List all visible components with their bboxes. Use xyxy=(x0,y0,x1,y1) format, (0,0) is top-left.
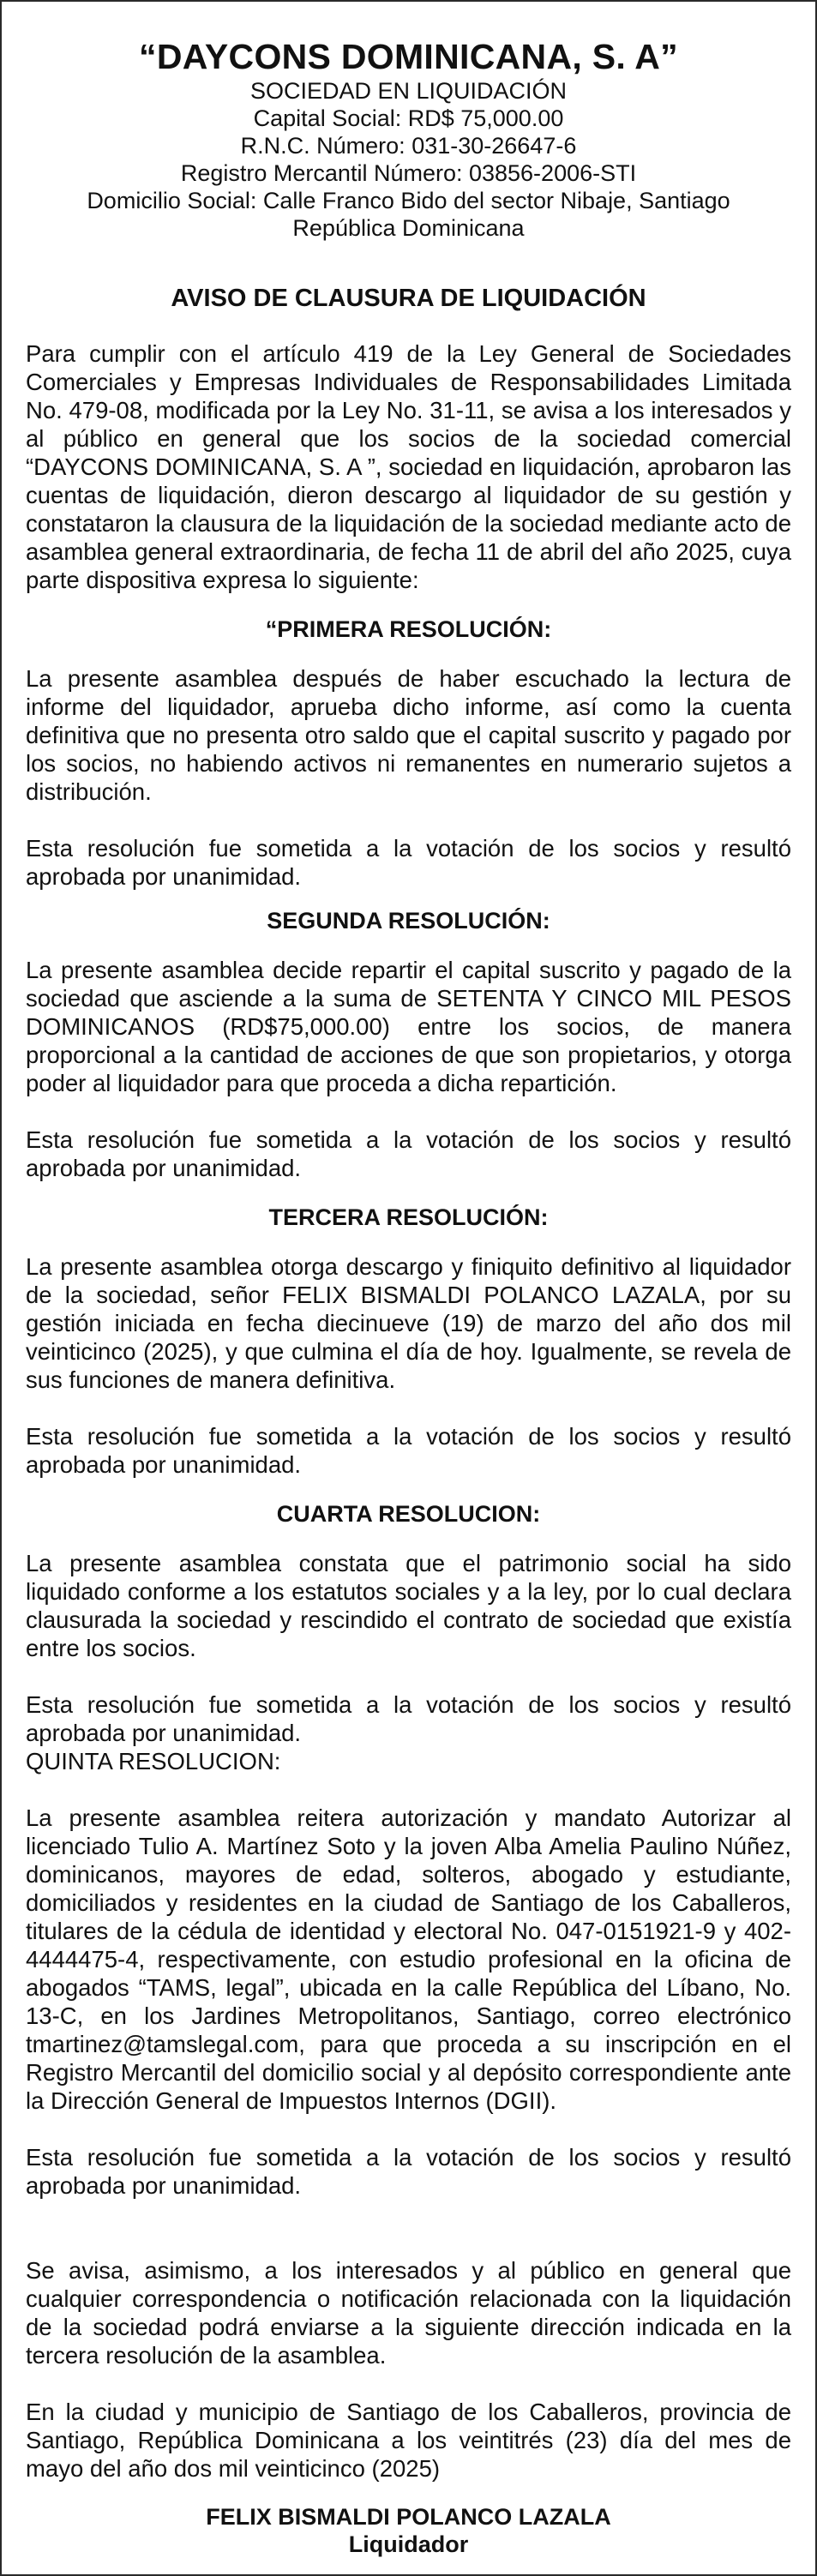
company-address: Domicilio Social: Calle Franco Bido del sector Nibaje, Santiago xyxy=(87,188,730,213)
fourth-resolution-text: La presente asamblea constata que el patrimonio social ha sido liquidado conforme a los estatutos sociales y a la ley, por lo cual declara clausurada la sociedad y rescindido el contrato de sociedad que existía entre los socios. xyxy=(26,1550,791,1661)
fourth-resolution-vote: Esta resolución fue sometida a la votación de los socios y resultó aprobada por unanimidad. xyxy=(26,1691,791,1746)
fifth-resolution-vote: Esta resolución fue sometida a la votación de los socios y resultó aprobada por unanimidad. xyxy=(26,2144,791,2199)
company-capital: Capital Social: RD$ 75,000.00 xyxy=(253,105,564,131)
first-resolution-vote: Esta resolución fue sometida a la votación de los socios y resultó aprobada por unanimidad. xyxy=(26,835,791,890)
company-status: SOCIEDAD EN LIQUIDACIÓN xyxy=(249,78,568,104)
notice-content xyxy=(26,36,791,2557)
first-resolution-heading: “PRIMERA RESOLUCIÓN: xyxy=(265,616,552,642)
company-registry: Registro Mercantil Número: 03856-2006-STI xyxy=(180,160,637,186)
second-resolution-vote: Esta resolución fue sometida a la votación de los socios y resultó aprobada por unanimidad. xyxy=(26,1126,791,1181)
place-and-date: En la ciudad y municipio de Santiago de los Caballeros, provincia de Santiago, República Dominicana a los veintitrés (23) día del mes de mayo del año dos mil veinticinco (2025) xyxy=(26,2399,791,2482)
third-resolution-vote: Esta resolución fue sometida a la votación de los socios y resultó aprobada por unanimidad. xyxy=(26,1423,791,1478)
second-resolution-text: La presente asamblea decide repartir el capital suscrito y pagado de la sociedad que asciende a la suma de SETENTA Y CINCO MIL PESOS DOMINICANOS (RD$75,000.00) entre los socios, de manera proporcional a la cantidad de acciones de que son propietarios, y otorga poder al liquidador para que proceda a dicha repartición. xyxy=(26,957,791,1096)
signatory-role: Liquidador xyxy=(348,2531,469,2557)
correspondence-notice: Se avisa, asimismo, a los interesados y al público en general que cualquier correspondencia o notificación relacionada con la liquidación de la sociedad podrá enviarse a la siguiente dirección indicada en la tercera resolución de la asamblea. xyxy=(26,2257,791,2369)
notice-title: AVISO DE CLAUSURA DE LIQUIDACIÓN xyxy=(171,285,646,312)
fifth-resolution-text: La presente asamblea reitera autorización y mandato Autorizar al licenciado Tulio A. Martínez Soto y la joven Alba Amelia Paulino Núñez, dominicanos, mayores de edad, solteros, abogado y estudiante, domiciliados y residentes en la ciudad de Santiago de los Caballeros, titulares de la cédula de identidad y electoral No. 047-0151921-9 y 402-4444475-4, respectivamente, con estudio profesional en la oficina de abogados “TAMS, legal”, ubicada en la calle República del Líbano, No. 13-C, en los Jardines Metropolitanos, Santiago, correo electrónico tmartinez@tamslegal.com, para que proceda a su inscripción en el Registro Mercantil del domicilio social y al depósito correspondiente ante la Dirección General de Impuestos Internos (DGII). xyxy=(26,1804,791,2114)
intro-paragraph: Para cumplir con el artículo 419 de la Ley General de Sociedades Comerciales y Empresas Individuales de Responsabilidades Limitada No. 479-08, modificada por la Ley No. 31-11, se avisa a los interesados y al público en general que los socios de la sociedad comercial “DAYCONS DOMINICANA, S. A ”, sociedad en liquidación, aprobaron las cuentas de liquidación, dieron descargo al liquidador de su gestión y constataron la clausura de la liquidación de la sociedad mediante acto de asamblea general extraordinaria, de fecha 11 de abril del año 2025, cuya parte dispositiva expresa lo siguiente: xyxy=(26,340,791,593)
third-resolution-heading: TERCERA RESOLUCIÓN: xyxy=(268,1204,549,1230)
company-header xyxy=(26,36,791,242)
second-resolution-heading: SEGUNDA RESOLUCIÓN: xyxy=(267,908,550,934)
fifth-resolution-heading: QUINTA RESOLUCION: xyxy=(26,1748,281,1774)
first-resolution-text: La presente asamblea después de haber escuchado la lectura de informe del liquidador, aprueba dicho informe, así como la cuenta definitiva que no presenta otro saldo que el capital suscrito y pagado por los socios, no habiendo activos ni remanentes en numerario sujetos a distribución. xyxy=(26,665,791,805)
company-country: República Dominicana xyxy=(292,215,525,241)
third-resolution-text: La presente asamblea otorga descargo y finiquito definitivo al liquidador de la sociedad, señor FELIX BISMALDI POLANCO LAZALA, por su gestión iniciada en fecha diecinueve (19) de marzo del año dos mil veinticinco (2025), y que culmina el día de hoy. Igualmente, se revela de sus funciones de manera definitiva. xyxy=(26,1253,791,1393)
fourth-resolution-heading: CUARTA RESOLUCION: xyxy=(276,1501,541,1527)
company-name: “DAYCONS DOMINICANA, S. A” xyxy=(139,37,678,76)
company-rnc: R.N.C. Número: 031-30-26647-6 xyxy=(240,133,577,159)
signatory-name: FELIX BISMALDI POLANCO LAZALA xyxy=(206,2504,611,2530)
